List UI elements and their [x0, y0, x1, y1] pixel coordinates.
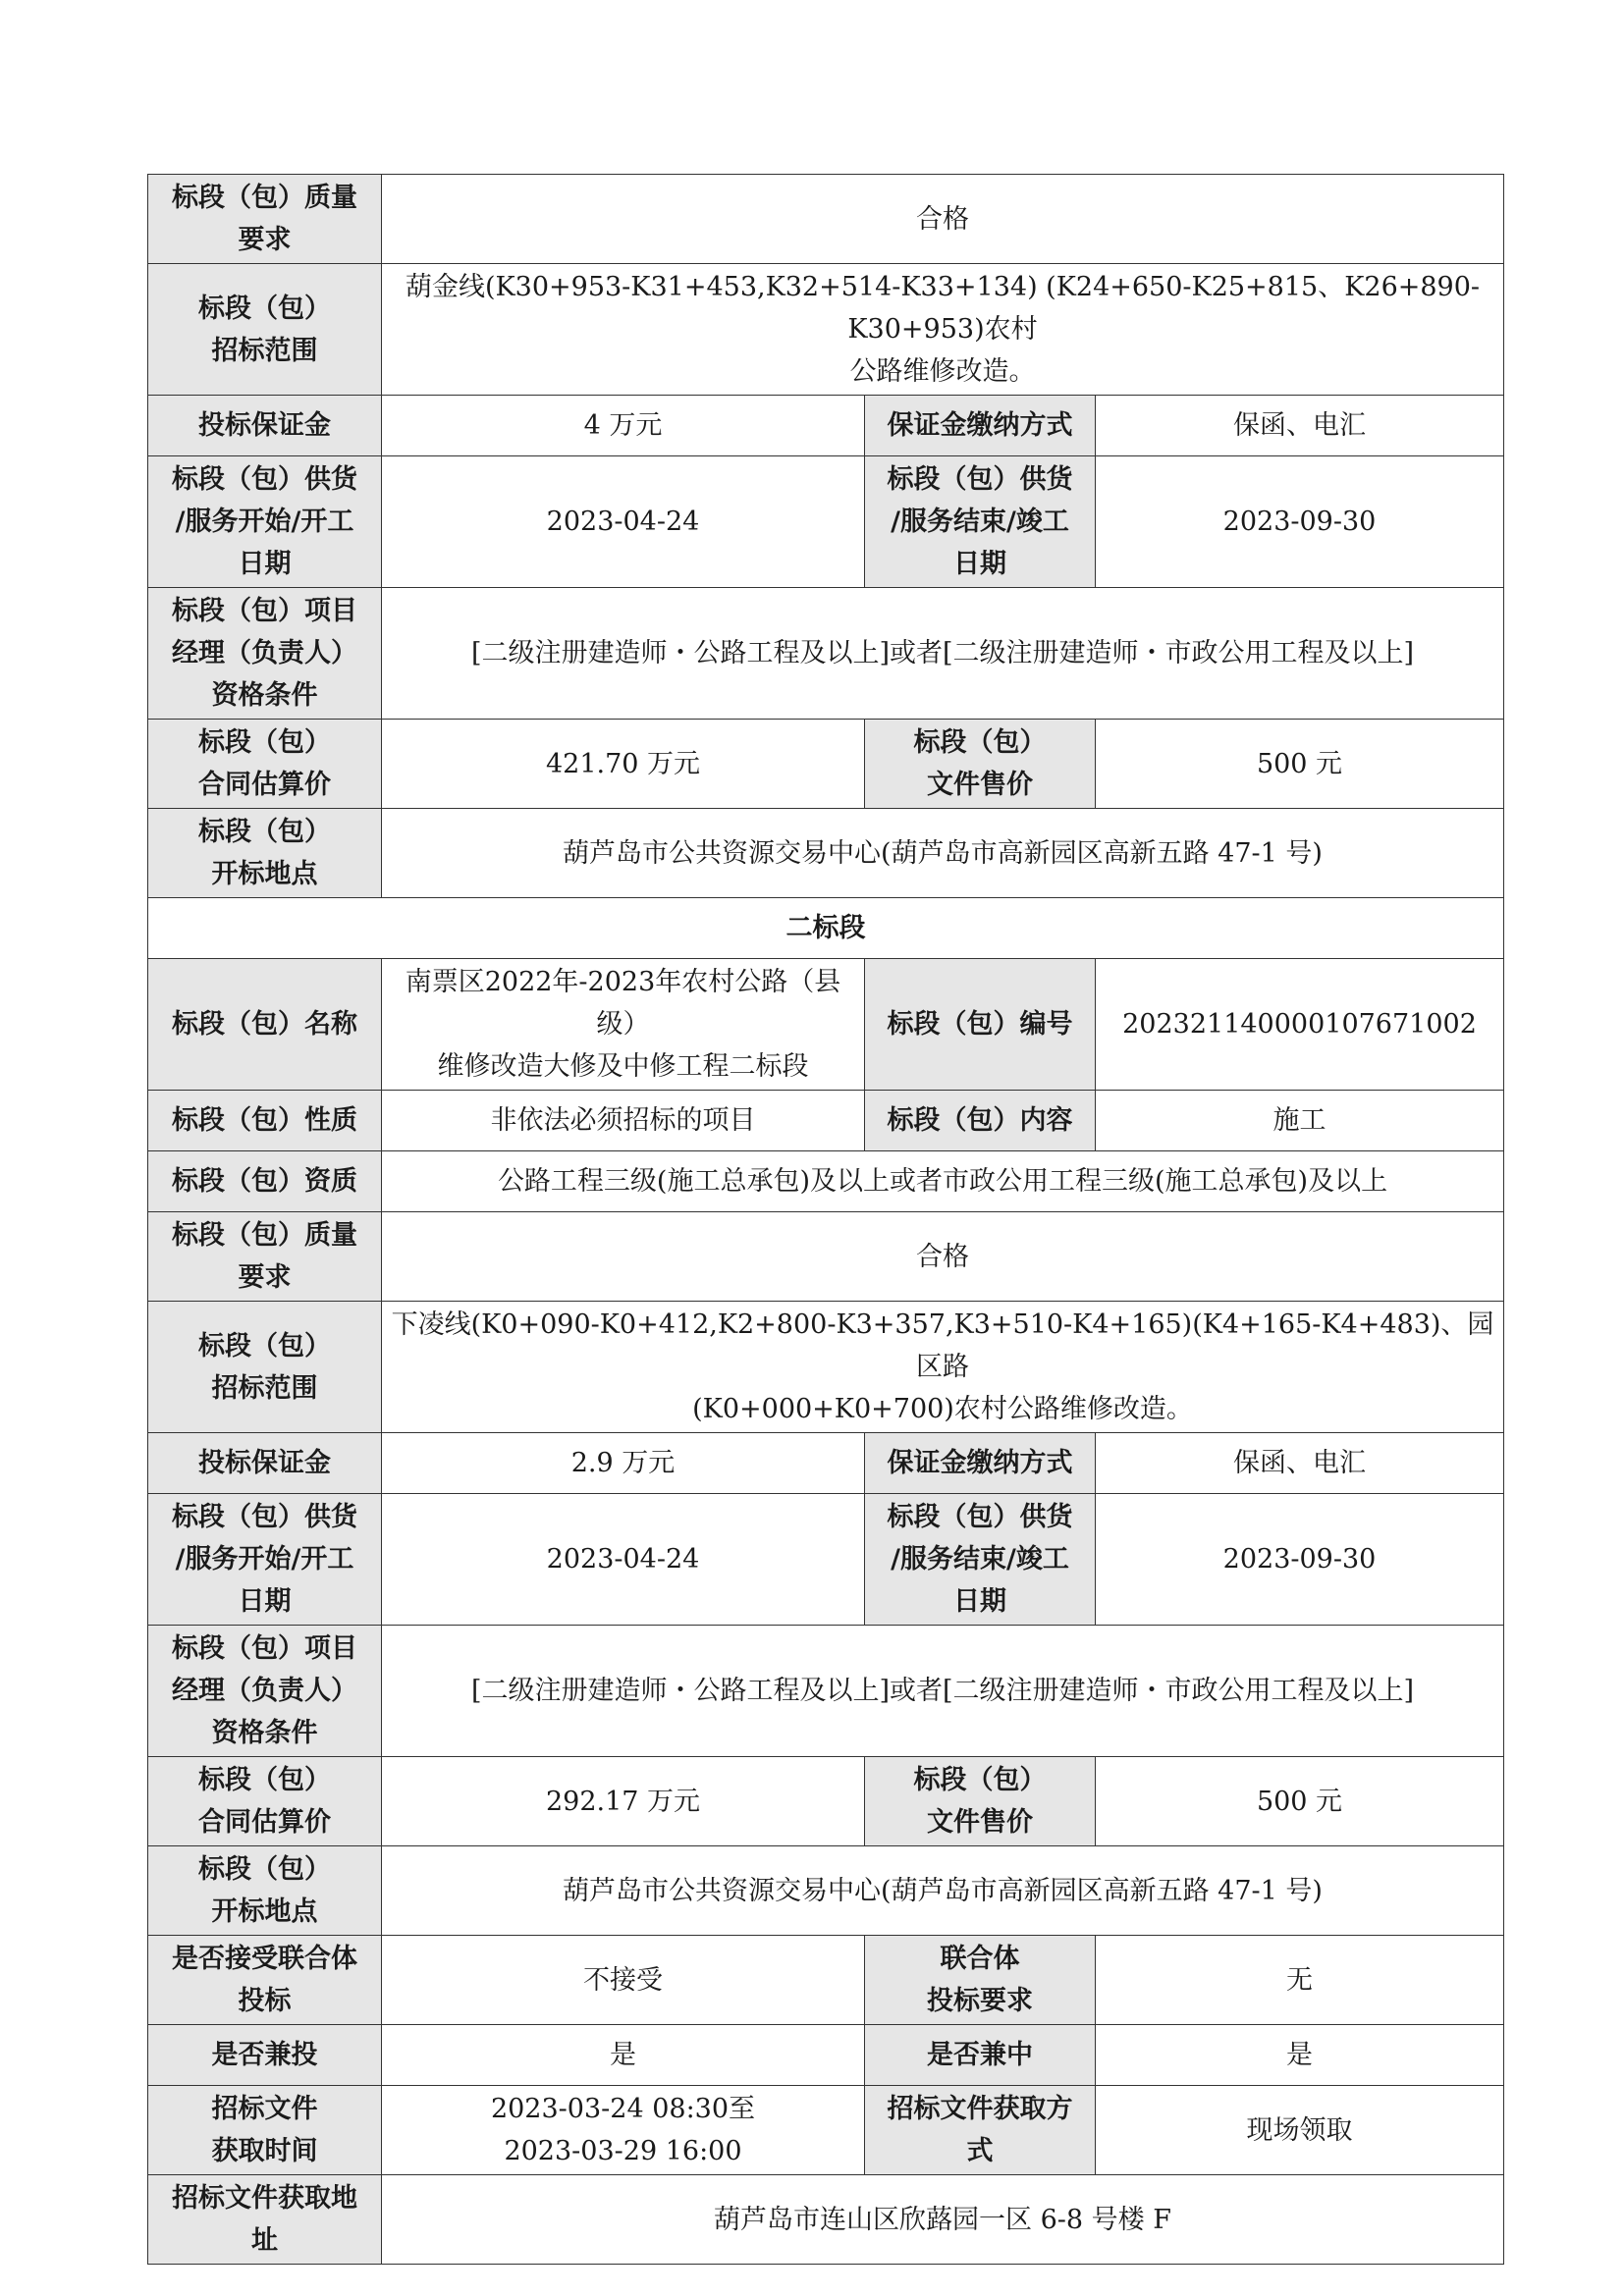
field-label: 标段（包） 开标地点	[148, 1846, 382, 1936]
table-body	[148, 175, 1504, 2265]
field-label: 招标文件获取地 址	[148, 2175, 382, 2265]
table-row	[148, 1757, 1504, 1846]
table-row	[148, 2175, 1504, 2265]
table-row	[148, 2025, 1504, 2086]
field-value: 2.9 万元	[382, 1433, 865, 1494]
field-label: 标段（包）供货 /服务开始/开工 日期	[148, 1494, 382, 1626]
field-label: 投标保证金	[148, 1433, 382, 1494]
table-row	[148, 588, 1504, 720]
table-row	[148, 2086, 1504, 2175]
field-value: 葫芦岛市连山区欣蕗园一区 6-8 号楼 F	[382, 2175, 1504, 2265]
field-value: [二级注册建造师・公路工程及以上]或者[二级注册建造师・市政公用工程及以上]	[382, 588, 1504, 720]
field-value: 是	[382, 2025, 865, 2086]
table-row	[148, 396, 1504, 456]
field-label: 标段（包）供货 /服务开始/开工 日期	[148, 456, 382, 588]
field-label: 标段（包）供货 /服务结束/竣工 日期	[865, 1494, 1096, 1626]
field-value: 500 元	[1096, 720, 1504, 809]
field-label: 标段（包）项目 经理（负责人） 资格条件	[148, 1626, 382, 1757]
table-row	[148, 1091, 1504, 1151]
table-row	[148, 898, 1504, 959]
field-value: 202321140000107671002	[1096, 959, 1504, 1091]
field-label: 标段（包）编号	[865, 959, 1096, 1091]
field-value: 葫金线(K30+953-K31+453,K32+514-K33+134) (K24+650-K25+815、K26+890-K30+953)农村 公路维修改造。	[382, 264, 1504, 396]
field-label: 投标保证金	[148, 396, 382, 456]
field-value: 是	[1096, 2025, 1504, 2086]
field-value: 公路工程三级(施工总承包)及以上或者市政公用工程三级(施工总承包)及以上	[382, 1151, 1504, 1212]
field-label: 标段（包）质量 要求	[148, 1212, 382, 1302]
field-value: 非依法必须招标的项目	[382, 1091, 865, 1151]
table-row	[148, 175, 1504, 264]
table-row	[148, 1302, 1504, 1433]
field-value: 保函、电汇	[1096, 1433, 1504, 1494]
table-row	[148, 959, 1504, 1091]
field-label: 是否兼投	[148, 2025, 382, 2086]
table-row	[148, 1936, 1504, 2025]
field-label: 标段（包） 招标范围	[148, 1302, 382, 1433]
tender-info-table	[147, 174, 1504, 2265]
field-value: 合格	[382, 1212, 1504, 1302]
field-value: 葫芦岛市公共资源交易中心(葫芦岛市高新园区高新五路 47-1 号)	[382, 1846, 1504, 1936]
field-label: 保证金缴纳方式	[865, 1433, 1096, 1494]
field-label: 标段（包）项目 经理（负责人） 资格条件	[148, 588, 382, 720]
section-heading: 二标段	[148, 898, 1504, 959]
field-value: 2023-04-24	[382, 456, 865, 588]
table-row	[148, 1626, 1504, 1757]
table-row	[148, 1846, 1504, 1936]
field-label: 标段（包） 合同估算价	[148, 1757, 382, 1846]
field-value: 2023-09-30	[1096, 456, 1504, 588]
field-value: [二级注册建造师・公路工程及以上]或者[二级注册建造师・市政公用工程及以上]	[382, 1626, 1504, 1757]
field-value: 下凌线(K0+090-K0+412,K2+800-K3+357,K3+510-K4+165)(K4+165-K4+483)、园区路 (K0+000+K0+700)农村公路维修改造。	[382, 1302, 1504, 1433]
field-label: 标段（包）名称	[148, 959, 382, 1091]
field-label: 标段（包）供货 /服务结束/竣工 日期	[865, 456, 1096, 588]
field-label: 是否接受联合体 投标	[148, 1936, 382, 2025]
field-value: 保函、电汇	[1096, 396, 1504, 456]
field-value: 2023-09-30	[1096, 1494, 1504, 1626]
table-row	[148, 809, 1504, 898]
field-value: 合格	[382, 175, 1504, 264]
field-value: 不接受	[382, 1936, 865, 2025]
field-label: 标段（包） 文件售价	[865, 720, 1096, 809]
field-label: 标段（包）质量 要求	[148, 175, 382, 264]
field-label: 招标文件 获取时间	[148, 2086, 382, 2175]
table-row	[148, 720, 1504, 809]
field-value: 2023-04-24	[382, 1494, 865, 1626]
table-row	[148, 1433, 1504, 1494]
field-value: 葫芦岛市公共资源交易中心(葫芦岛市高新园区高新五路 47-1 号)	[382, 809, 1504, 898]
field-label: 是否兼中	[865, 2025, 1096, 2086]
field-value: 4 万元	[382, 396, 865, 456]
table-row	[148, 1494, 1504, 1626]
field-value: 现场领取	[1096, 2086, 1504, 2175]
field-label: 标段（包） 文件售价	[865, 1757, 1096, 1846]
field-value: 292.17 万元	[382, 1757, 865, 1846]
table-row	[148, 1212, 1504, 1302]
field-label: 标段（包）内容	[865, 1091, 1096, 1151]
field-label: 标段（包）性质	[148, 1091, 382, 1151]
field-value: 南票区2022年-2023年农村公路（县级） 维修改造大修及中修工程二标段	[382, 959, 865, 1091]
field-value: 421.70 万元	[382, 720, 865, 809]
field-value: 无	[1096, 1936, 1504, 2025]
field-label: 标段（包） 开标地点	[148, 809, 382, 898]
field-label: 招标文件获取方 式	[865, 2086, 1096, 2175]
field-value: 施工	[1096, 1091, 1504, 1151]
table-row	[148, 456, 1504, 588]
table-row	[148, 264, 1504, 396]
field-label: 联合体 投标要求	[865, 1936, 1096, 2025]
field-label: 标段（包）资质	[148, 1151, 382, 1212]
field-label: 保证金缴纳方式	[865, 396, 1096, 456]
field-value: 500 元	[1096, 1757, 1504, 1846]
field-label: 标段（包） 招标范围	[148, 264, 382, 396]
field-value: 2023-03-24 08:30至 2023-03-29 16:00	[382, 2086, 865, 2175]
table-row	[148, 1151, 1504, 1212]
field-label: 标段（包） 合同估算价	[148, 720, 382, 809]
